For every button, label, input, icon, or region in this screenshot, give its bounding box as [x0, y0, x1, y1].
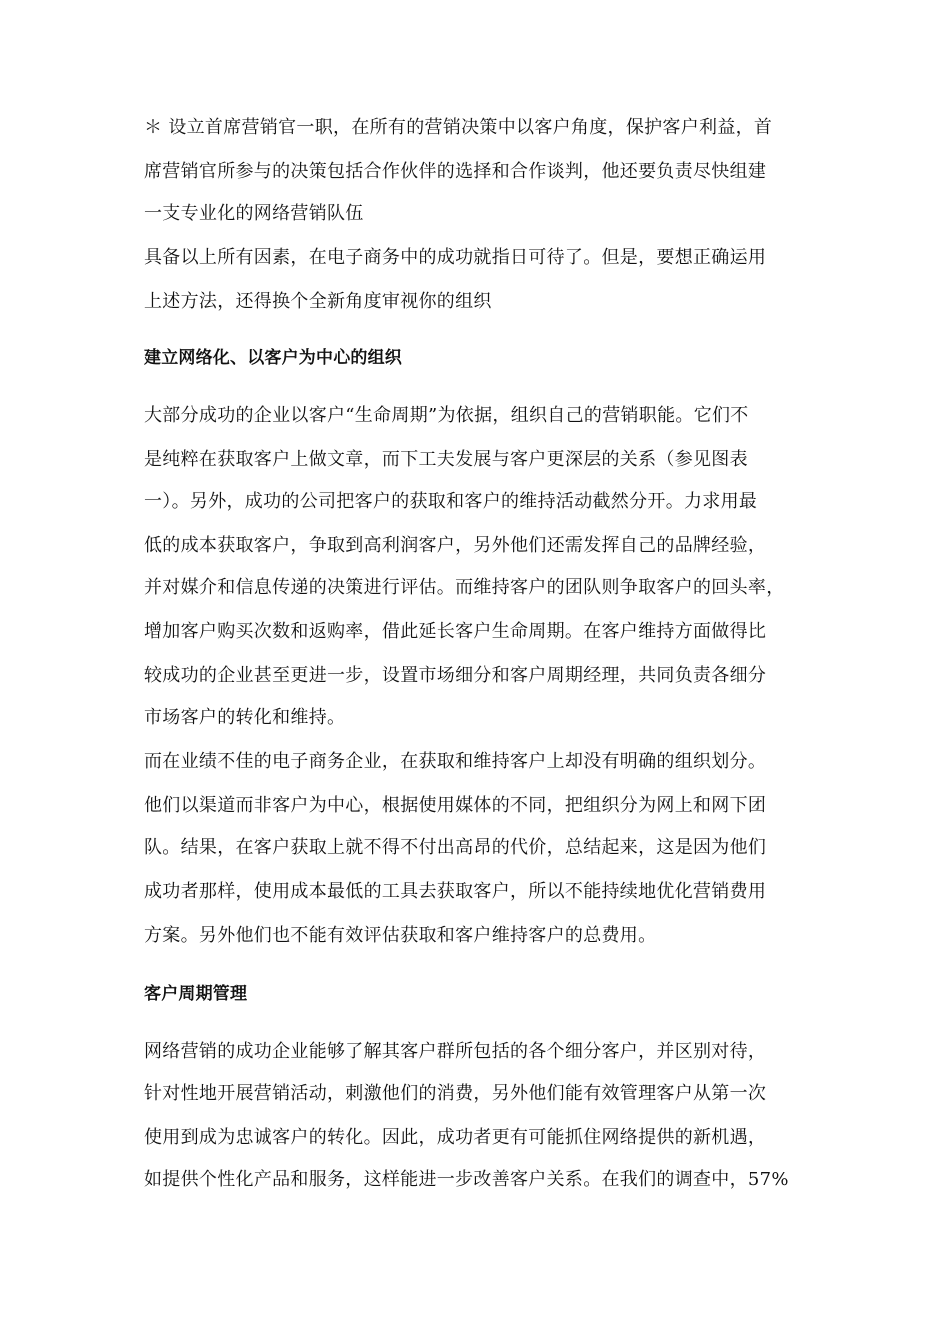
paragraph-line: 增加客户购买次数和返购率，借此延长客户生命周期。在客户维持方面做得比: [144, 621, 767, 642]
paragraph-line: 大部分成功的企业以客户“生命周期”为依据，组织自己的营销职能。它们不: [144, 405, 749, 426]
paragraph-line: 针对性地开展营销活动，刺激他们的消费，另外他们能有效管理客户从第一次: [144, 1083, 767, 1104]
paragraph-line: 一）。另外，成功的公司把客户的获取和客户的维持活动截然分开。力求用最: [144, 491, 758, 512]
paragraph-line: 他们以渠道而非客户为中心，根据使用媒体的不同，把组织分为网上和网下团: [144, 795, 767, 816]
paragraph-line: 较成功的企业甚至更进一步，设置市场细分和客户周期经理，共同负责各细分: [144, 665, 767, 686]
section-heading: 客户周期管理: [144, 984, 248, 1004]
paragraph-line: 是纯粹在获取客户上做文章，而下工夫发展与客户更深层的关系（参见图表: [144, 449, 748, 470]
paragraph-line: 成功者那样，使用成本最低的工具去获取客户，所以不能持续地优化营销费用: [144, 881, 767, 902]
paragraph-line: 方案。另外他们也不能有效评估获取和客户维持客户的总费用。: [144, 925, 657, 946]
paragraph-line: 使用到成为忠诚客户的转化。因此，成功者更有可能抓住网络提供的新机遇，: [144, 1127, 767, 1148]
paragraph-line: 席营销官所参与的决策包括合作伙伴的选择和合作谈判，他还要负责尽快组建: [144, 161, 767, 182]
paragraph-line: 网络营销的成功企业能够了解其客户群所包括的各个细分客户，并区别对待，: [144, 1041, 767, 1062]
paragraph-line: ＊ 设立首席营销官一职，在所有的营销决策中以客户角度，保护客户利益，首: [144, 117, 773, 138]
paragraph-line: 具备以上所有因素，在电子商务中的成功就指日可待了。但是，要想正确运用: [144, 247, 767, 268]
paragraph-line: 低的成本获取客户，争取到高利润客户，另外他们还需发挥自己的品牌经验，: [144, 535, 767, 556]
section-heading: 建立网络化、以客户为中心的组织: [144, 348, 402, 368]
paragraph-line: 市场客户的转化和维持。: [144, 707, 346, 728]
paragraph-line: 而在业绩不佳的电子商务企业，在获取和维持客户上却没有明确的组织划分。: [144, 751, 767, 772]
paragraph-line: 如提供个性化产品和服务，这样能进一步改善客户关系。在我们的调查中，57%: [144, 1169, 789, 1190]
paragraph-line: 上述方法，还得换个全新角度审视你的组织: [144, 291, 492, 312]
paragraph-line: 一支专业化的网络营销队伍: [144, 203, 364, 224]
paragraph-line: 队。结果，在客户获取上就不得不付出高昂的代价，总结起来，这是因为他们: [144, 837, 767, 858]
paragraph-line: 并对媒介和信息传递的决策进行评估。而维持客户的团队则争取客户的回头率，: [144, 577, 785, 598]
